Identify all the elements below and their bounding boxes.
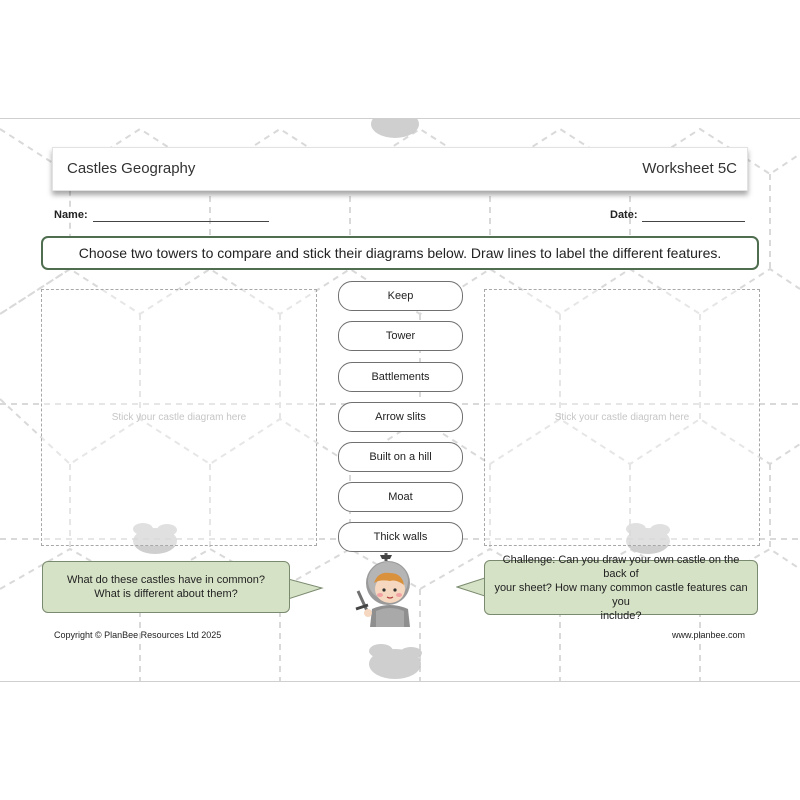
feature-label-battlements: Battlements	[338, 362, 463, 392]
feature-label-keep: Keep	[338, 281, 463, 311]
question-line-2: What is different about them?	[94, 588, 238, 600]
website-text: www.planbee.com	[671, 630, 745, 640]
challenge-bubble	[484, 553, 758, 622]
worksheet	[0, 118, 800, 682]
bee-watermark-icon	[371, 119, 419, 138]
challenge-line-3: include?	[600, 609, 642, 622]
copyright-text: Copyright © PlanBee Resources Ltd 2025	[54, 630, 222, 640]
bubble-tail-left	[288, 575, 324, 605]
challenge-line-2: your sheet? How many common castle features can you	[494, 581, 748, 608]
date-label: Date:	[610, 209, 638, 221]
feature-label-thick-walls: Thick walls	[338, 522, 463, 552]
feature-label-moat: Moat	[338, 482, 463, 512]
question-line-1: What do these castles have in common?	[66, 574, 266, 586]
knight-mascot-icon	[346, 551, 426, 627]
diagram-box-right[interactable]	[484, 289, 760, 546]
challenge-line-1: Challenge: Can you draw your own castle on the back of	[502, 553, 740, 580]
diagram-placeholder: Stick your castle diagram here	[111, 412, 247, 423]
instruction-box	[41, 236, 759, 270]
bee-watermark-icon	[369, 644, 422, 679]
date-field[interactable]	[642, 221, 745, 222]
diagram-placeholder: Stick your castle diagram here	[554, 412, 690, 423]
name-label: Name:	[54, 209, 88, 221]
diagram-box-left[interactable]	[41, 289, 317, 546]
feature-label-arrow-slits: Arrow slits	[338, 402, 463, 432]
question-bubble	[42, 561, 290, 613]
instruction-text: Choose two towers to compare and stick their diagrams below. Draw lines to label the different features.	[78, 245, 722, 261]
feature-label-tower: Tower	[338, 321, 463, 351]
feature-label-built-on-hill: Built on a hill	[338, 442, 463, 472]
worksheet-code: Worksheet 5C	[642, 160, 737, 177]
name-field[interactable]	[93, 221, 269, 222]
header-bar	[52, 147, 748, 191]
page-title: Castles Geography	[67, 160, 196, 177]
